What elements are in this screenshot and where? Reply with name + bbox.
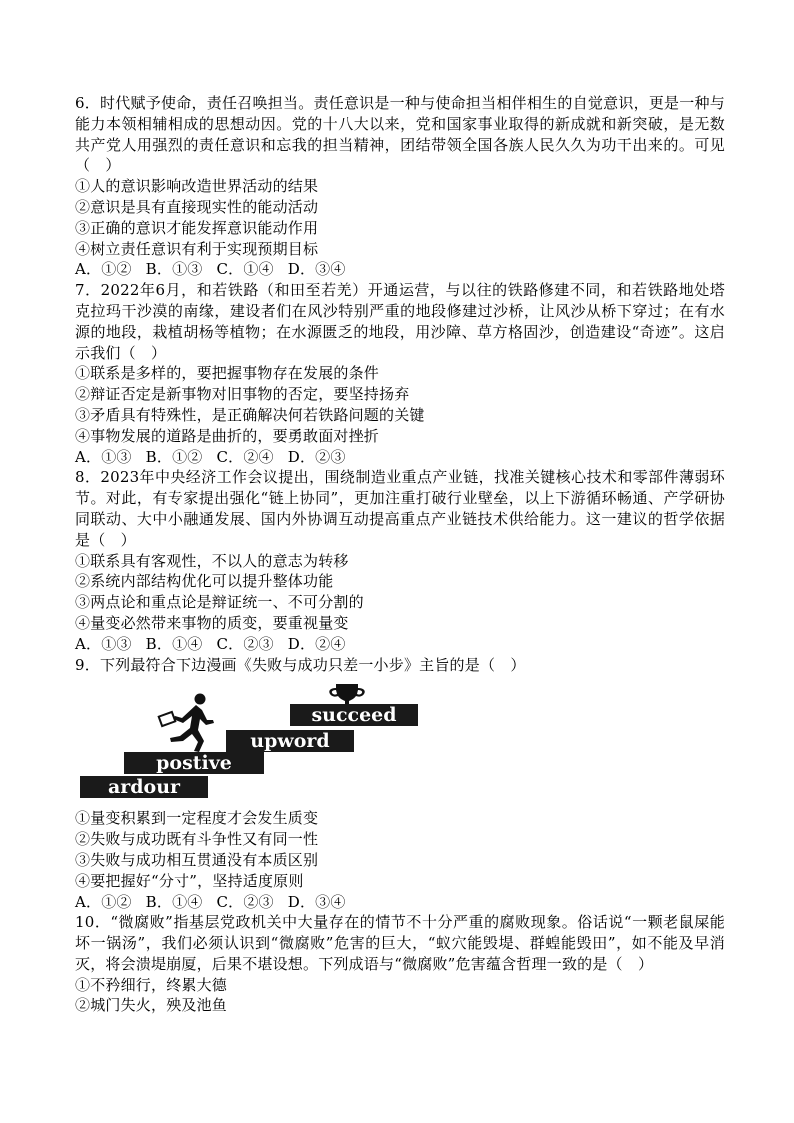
statement-item: ①不矜细行，终累大德 <box>75 975 228 994</box>
statement-item: ②辩证否定是新事物对旧事物的否定，要坚持扬弃 <box>75 385 410 404</box>
step-label: upword <box>250 730 330 753</box>
option-a[interactable]: A．①② <box>75 892 132 911</box>
option-c[interactable]: C．②④ <box>216 447 274 466</box>
step-label: ardour <box>107 776 181 799</box>
option-d[interactable]: D．③④ <box>287 892 346 911</box>
option-b[interactable]: B．①③ <box>145 260 203 279</box>
step-postive <box>124 752 264 774</box>
step-succeed <box>290 704 418 726</box>
option-d[interactable]: D．③④ <box>287 260 346 279</box>
statement-item: ①联系是多样的，要把握事物存在发展的条件 <box>75 364 380 383</box>
option-c[interactable]: C．②③ <box>216 634 274 653</box>
answer-options <box>75 447 725 468</box>
statement-item: ②城门失火，殃及池鱼 <box>75 996 228 1015</box>
option-c[interactable]: C．①④ <box>216 260 274 279</box>
option-b[interactable]: B．①④ <box>145 892 203 911</box>
option-c[interactable]: C．②③ <box>216 892 274 911</box>
statement-item: ④量变必然带来事物的质变，要重视量变 <box>75 613 349 632</box>
comic-illustration <box>80 682 420 802</box>
option-b[interactable]: B．①② <box>145 447 203 466</box>
statement-item: ③两点论和重点论是辩证统一、不可分割的 <box>75 593 364 612</box>
statement-item: ④要把握好“分寸”，坚持适度原则 <box>75 871 304 890</box>
step-ardour <box>80 776 208 798</box>
question-8 <box>75 467 725 654</box>
statement-item: ①人的意识影响改造世界活动的结果 <box>75 177 319 196</box>
statement-item: ②系统内部结构优化可以提升整体功能 <box>75 572 334 591</box>
statement-item: ④树立责任意识有利于实现预期目标 <box>75 239 319 258</box>
statement-item: ③矛盾具有特殊性，是正确解决何若铁路问题的关键 <box>75 405 425 424</box>
statement-item: ①联系具有客观性，不以人的意志为转移 <box>75 551 349 570</box>
statement-item: ③正确的意识才能发挥意识能动作用 <box>75 218 319 237</box>
statement-item: ④事物发展的道路是曲折的，要勇敢面对挫折 <box>75 426 380 445</box>
option-a[interactable]: A．①③ <box>75 634 132 653</box>
question-9 <box>75 655 725 913</box>
option-a[interactable]: A．①② <box>75 260 132 279</box>
answer-options <box>75 892 725 913</box>
option-d[interactable]: D．②③ <box>287 447 346 466</box>
step-label: postive <box>156 752 232 775</box>
runner-figure-icon <box>142 692 220 754</box>
question-10 <box>75 912 725 1016</box>
option-a[interactable]: A．①③ <box>75 447 132 466</box>
question-7 <box>75 280 725 467</box>
answer-options <box>75 634 725 655</box>
step-upword <box>226 730 354 752</box>
question-stem: 9．下列最符合下边漫画《失败与成功只差一小步》主旨的是（ ） <box>75 655 526 674</box>
option-d[interactable]: D．②④ <box>287 634 346 653</box>
statement-item: ②意识是具有直接现实性的能动活动 <box>75 197 319 216</box>
statement-item: ③失败与成功相互贯通没有本质区别 <box>75 850 319 869</box>
question-stem: 8．2023年中央经济工作会议提出，围绕制造业重点产业链，找准关键核心技术和零部件薄弱环节。对此，有专家提出强化“链上协同”，更加注重打破行业壁垒，以上下游循环畅通、产学研协同联动、大中小融通发展、国内外协调互动提高重点产业链技术供给能力。这一建议的哲学依据是（ ） <box>75 468 725 549</box>
option-b[interactable]: B．①④ <box>145 634 203 653</box>
statement-item: ①量变积累到一定程度才会发生质变 <box>75 809 319 828</box>
question-stem: 7．2022年6月，和若铁路（和田至若羌）开通运营，与以往的铁路修建不同，和若铁路地处塔克拉玛干沙漠的南缘，建设者们在风沙特别严重的地段修建过沙桥，让风沙从桥下穿过；在有水源的地段，栽植胡杨等植物；在水源匮乏的地段，用沙障、草方格固沙，创造建设“奇迹”。这启示我们（ ） <box>75 281 725 362</box>
statement-item: ②失败与成功既有斗争性又有同一性 <box>75 830 319 849</box>
exam-page <box>75 93 725 1016</box>
answer-options <box>75 259 725 280</box>
question-stem: 10．“微腐败”指基层党政机关中大量存在的情节不十分严重的腐败现象。俗话说“一颗老鼠屎能坏一锅汤”，我们必须认识到“微腐败”危害的巨大，“蚁穴能毁堤、群蝗能毁田”，如不能及早消灭，将会溃堤崩厦，后果不堪设想。下列成语与“微腐败”危害蕴含哲理一致的是（ ） <box>75 913 725 973</box>
step-label: succeed <box>311 704 397 727</box>
question-stem: 6．时代赋予使命，责任召唤担当。责任意识是一种与使命担当相伴相生的自觉意识，更是一种与能力本领相辅相成的思想动因。党的十八大以来，党和国家事业取得的新成就和新突破，是无数共产党人用强烈的责任意识和忘我的担当精神，团结带领全国各族人民久久为功干出来的。可见（ ） <box>75 94 725 175</box>
question-6 <box>75 93 725 280</box>
